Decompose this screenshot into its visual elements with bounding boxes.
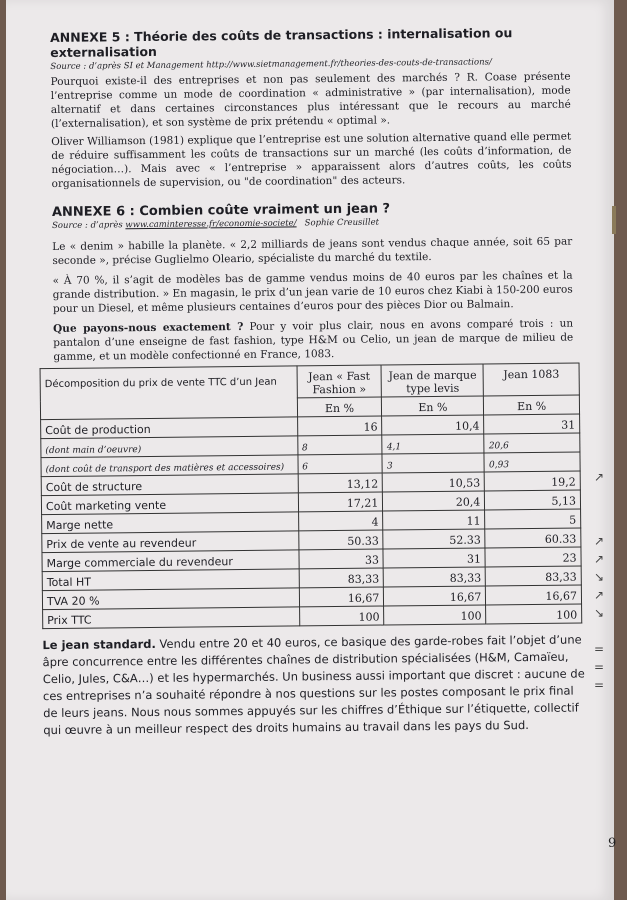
value-cell: 100 [299, 606, 384, 626]
value-cell: 83,33 [486, 566, 582, 586]
value-cell: 23 [485, 547, 581, 567]
value-cell: 100 [384, 605, 486, 625]
row-label: (dont coût de transport des matières et accessoires) [41, 455, 298, 477]
annexe6-source: Source : d’après www.caminteresse.fr/economie-societe/ Sophie Creusillet [52, 217, 380, 231]
row-label: TVA 20 % [42, 588, 299, 610]
value-cell: 5,13 [485, 490, 581, 510]
jean-price-table [40, 362, 583, 629]
row-label: (dont main d’oeuvre) [41, 436, 298, 458]
value-cell: 17,21 [298, 492, 383, 512]
value-cell: 31 [383, 548, 485, 568]
value-cell: 16,67 [384, 586, 486, 606]
margin-mark: = [594, 642, 605, 656]
annexe5-source: Source : d’après SI et Management http://www.sietmanagement.fr/theories-des-couts-de-transactions/ [50, 57, 492, 72]
value-cell: 4 [298, 511, 383, 531]
value-cell: 8 [297, 435, 382, 455]
row-label: Prix TTC [43, 607, 300, 629]
row-label: Prix de vente au revendeur [42, 531, 299, 553]
value-cell: 11 [383, 510, 485, 530]
value-cell: 83,33 [299, 568, 384, 588]
unit-cell: En % [382, 396, 484, 416]
page-content [42, 25, 585, 743]
value-cell: 60.33 [485, 528, 581, 548]
margin-mark: ↗ [594, 534, 605, 548]
value-cell: 31 [484, 414, 580, 434]
value-cell: 83,33 [384, 567, 486, 587]
annexe6-title: ANNEXE 6 : Combien coûte vraiment un jean ? [51, 201, 391, 220]
value-cell: 20,4 [383, 491, 485, 511]
value-cell: 33 [299, 549, 384, 569]
column-header: Jean 1083 [483, 363, 579, 396]
row-label: Marge commerciale du revendeur [42, 550, 299, 572]
row-label: Coût marketing vente [41, 493, 298, 515]
value-cell: 50.33 [298, 530, 383, 550]
value-cell: 16 [297, 416, 382, 436]
value-cell: 3 [382, 453, 484, 473]
value-cell: 5 [485, 509, 581, 529]
annexe5-paragraph-2: Oliver Williamson (1981) explique que l’entreprise est une solution alternative quand elle permet de réduire suffisamment les coûts de transactions sur un marché (les coûts d’information, de négociation…). Mais avec « l’entreprise » apparaissent alors d’autres coûts, les coûts organisationnels de supervision, ou "de coordination" des acteurs. [51, 130, 572, 190]
binder-clip [612, 206, 616, 234]
margin-mark: ↗ [594, 470, 605, 484]
value-cell: 52.33 [383, 529, 485, 549]
standard-jean-paragraph: Le jean standard. Vendu entre 20 et 40 euros, ce basique des garde-robes fait l’objet d’une âpre concurrence entre les différentes chaînes de distribution spécialisées (H&M, Camaïeu, Celio, Jules, C&A…) et les hypermarchés. Un business aussi important que discret : aucune de ces entreprises n’a souhaité répondre à nos questions sur les postes composant le prix final de leurs jeans. Nous nous sommes appuyés sur les chiffres d’Éthique sur l’étiquette, collectif qui œuvre à un meilleur respect des droits humains au travail dans les pays du Sud. [42, 632, 585, 738]
row-label: Coût de structure [41, 474, 298, 496]
page-number: 9 [608, 836, 617, 851]
value-cell: 10,4 [382, 415, 484, 435]
annexe5-paragraph-1: Pourquoi existe-il des entreprises et non pas seulement des marchés ? R. Coase présente l’entreprise comme un mode de coordination « administrative » (par internalisation), mode alternatif et dans certaines circonstances plus intéressant que le recours au marché (l’externalisation), et son système de prix prétendu « optimal ». [50, 70, 571, 130]
annexe6-paragraph-1: Le « denim » habille la planète. « 2,2 milliards de jeans sont vendus chaque année, soit 65 par seconde », précise Guglielmo Oleario, spécialiste du marché du textile. [52, 235, 573, 267]
value-cell: 100 [486, 604, 582, 624]
margin-mark: ↘ [594, 570, 605, 584]
margin-mark: = [594, 678, 605, 692]
row-label: Total HT [42, 569, 299, 591]
value-cell: 20,6 [484, 433, 580, 453]
column-header: Jean de marque type levis [381, 364, 483, 397]
unit-cell: En % [484, 395, 580, 415]
margin-mark: = [594, 660, 605, 674]
row-label: Marge nette [42, 512, 299, 534]
document-page [6, 0, 617, 900]
margin-mark: ↗ [594, 552, 605, 566]
column-header: Jean « Fast Fashion » [297, 365, 382, 398]
row-label: Coût de production [41, 417, 298, 439]
value-cell: 16,67 [299, 587, 384, 607]
value-cell: 6 [298, 454, 383, 474]
source-link[interactable]: www.caminteresse.fr/economie-societe/ [125, 218, 297, 231]
value-cell: 10,53 [383, 472, 485, 492]
value-cell: 4,1 [382, 434, 484, 454]
margin-mark: ↗ [594, 588, 605, 602]
table-header-label: Décomposition du prix de vente TTC d’un Jean [40, 366, 297, 420]
value-cell: 19,2 [485, 471, 581, 491]
annexe6-paragraph-2: « À 70 %, il s’agit de modèles bas de gamme vendus moins de 40 euros par les chaînes et la grande distribution. » En magasin, le prix d’un jean varie de 10 euros chez Kiabi à 150-200 euros pour un Diesel, et même plusieurs centaines d’euros pour des pièces Dior ou Balmain. [52, 269, 573, 315]
annexe5-title: ANNEXE 5 : Théorie des coûts de transactions : internalisation ou externalisation [50, 25, 513, 60]
annexe6-paragraph-3: Que payons-nous exactement ? Pour y voir plus clair, nous en avons comparé trois : un pantalon d’une enseigne de fast fashion, type H&M ou Celio, un jean de marque de milieu de gamme, et un modèle confectionné en France, 1083. [53, 317, 574, 363]
margin-mark: ↘ [594, 606, 605, 620]
unit-cell: En % [297, 397, 382, 417]
value-cell: 0,93 [484, 452, 580, 472]
value-cell: 13,12 [298, 473, 383, 493]
value-cell: 16,67 [486, 585, 582, 605]
